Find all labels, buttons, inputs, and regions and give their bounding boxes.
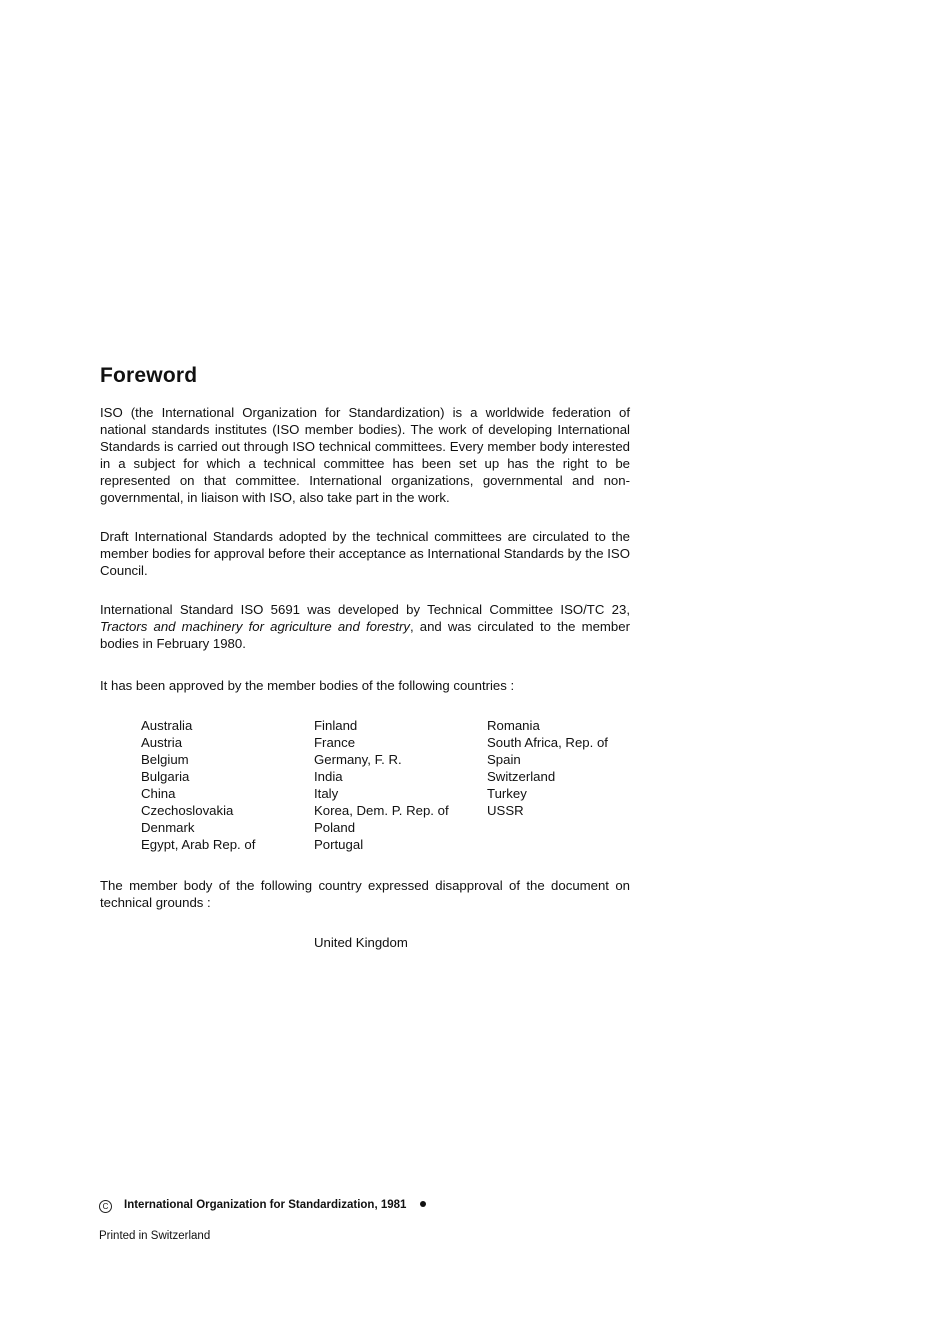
copyright-text: International Organization for Standardization, 1981 [124,1199,407,1211]
country-item: Poland [314,820,356,835]
bullet-icon [420,1201,426,1207]
countries-column-3 [487,717,657,819]
country-item: Czechoslovakia [141,803,234,818]
disapproving-country: United Kingdom [314,935,408,950]
country-item: Egypt, Arab Rep. of [141,837,256,852]
foreword-paragraph-3 [100,601,630,652]
paragraph-3-prefix: International Standard ISO 5691 was developed by Technical Committee ISO/TC 23, [100,602,630,617]
country-item: India [314,769,343,784]
country-item: Australia [141,718,193,733]
country-item: France [314,735,356,750]
foreword-paragraph-1: ISO (the International Organization for Standardization) is a worldwide federation of national standards institutes (ISO member bodies). The work of developing International Standards is carried out through ISO technical committees. Every member body interested in a subject for which a technical committee has been set up has the right to be represented on that committee. International organizations, governmental and non-governmental, in liaison with ISO, also take part in the work. [100,405,630,505]
country-item: Denmark [141,820,195,835]
copyright-icon: C [99,1200,112,1213]
paragraph-3-suffix: , and was circulated to the member bodies in February 1980. [100,619,630,651]
committee-title: Tractors and machinery for agriculture and forestry [100,619,410,634]
country-item: Italy [314,786,339,801]
country-item: Germany, F. R. [314,752,402,767]
foreword-paragraph-4: It has been approved by the member bodies of the following countries : [100,678,515,693]
country-item: Korea, Dem. P. Rep. of [314,803,449,818]
country-item: China [141,786,176,801]
country-item: Switzerland [487,769,556,784]
foreword-paragraph-5: The member body of the following country expressed disapproval of the document on technical grounds : [100,878,630,910]
country-item: Finland [314,718,358,733]
countries-column-1 [141,717,311,853]
countries-column-2 [314,717,484,853]
country-item: Romania [487,718,540,733]
country-item: Turkey [487,786,527,801]
copyright-line [99,1198,426,1213]
foreword-paragraph-2: Draft International Standards adopted by the technical committees are circulated to the member bodies for approval before their acceptance as International Standards by the ISO Council. [100,529,630,578]
country-item: Bulgaria [141,769,190,784]
country-item: Austria [141,735,183,750]
page-title: Foreword [100,364,198,387]
country-item: USSR [487,803,524,818]
country-item: South Africa, Rep. of [487,735,608,750]
country-item: Belgium [141,752,189,767]
country-item: Portugal [314,837,364,852]
approving-countries-list [141,717,641,857]
country-item: Spain [487,752,521,767]
printed-in-line: Printed in Switzerland [99,1230,211,1242]
